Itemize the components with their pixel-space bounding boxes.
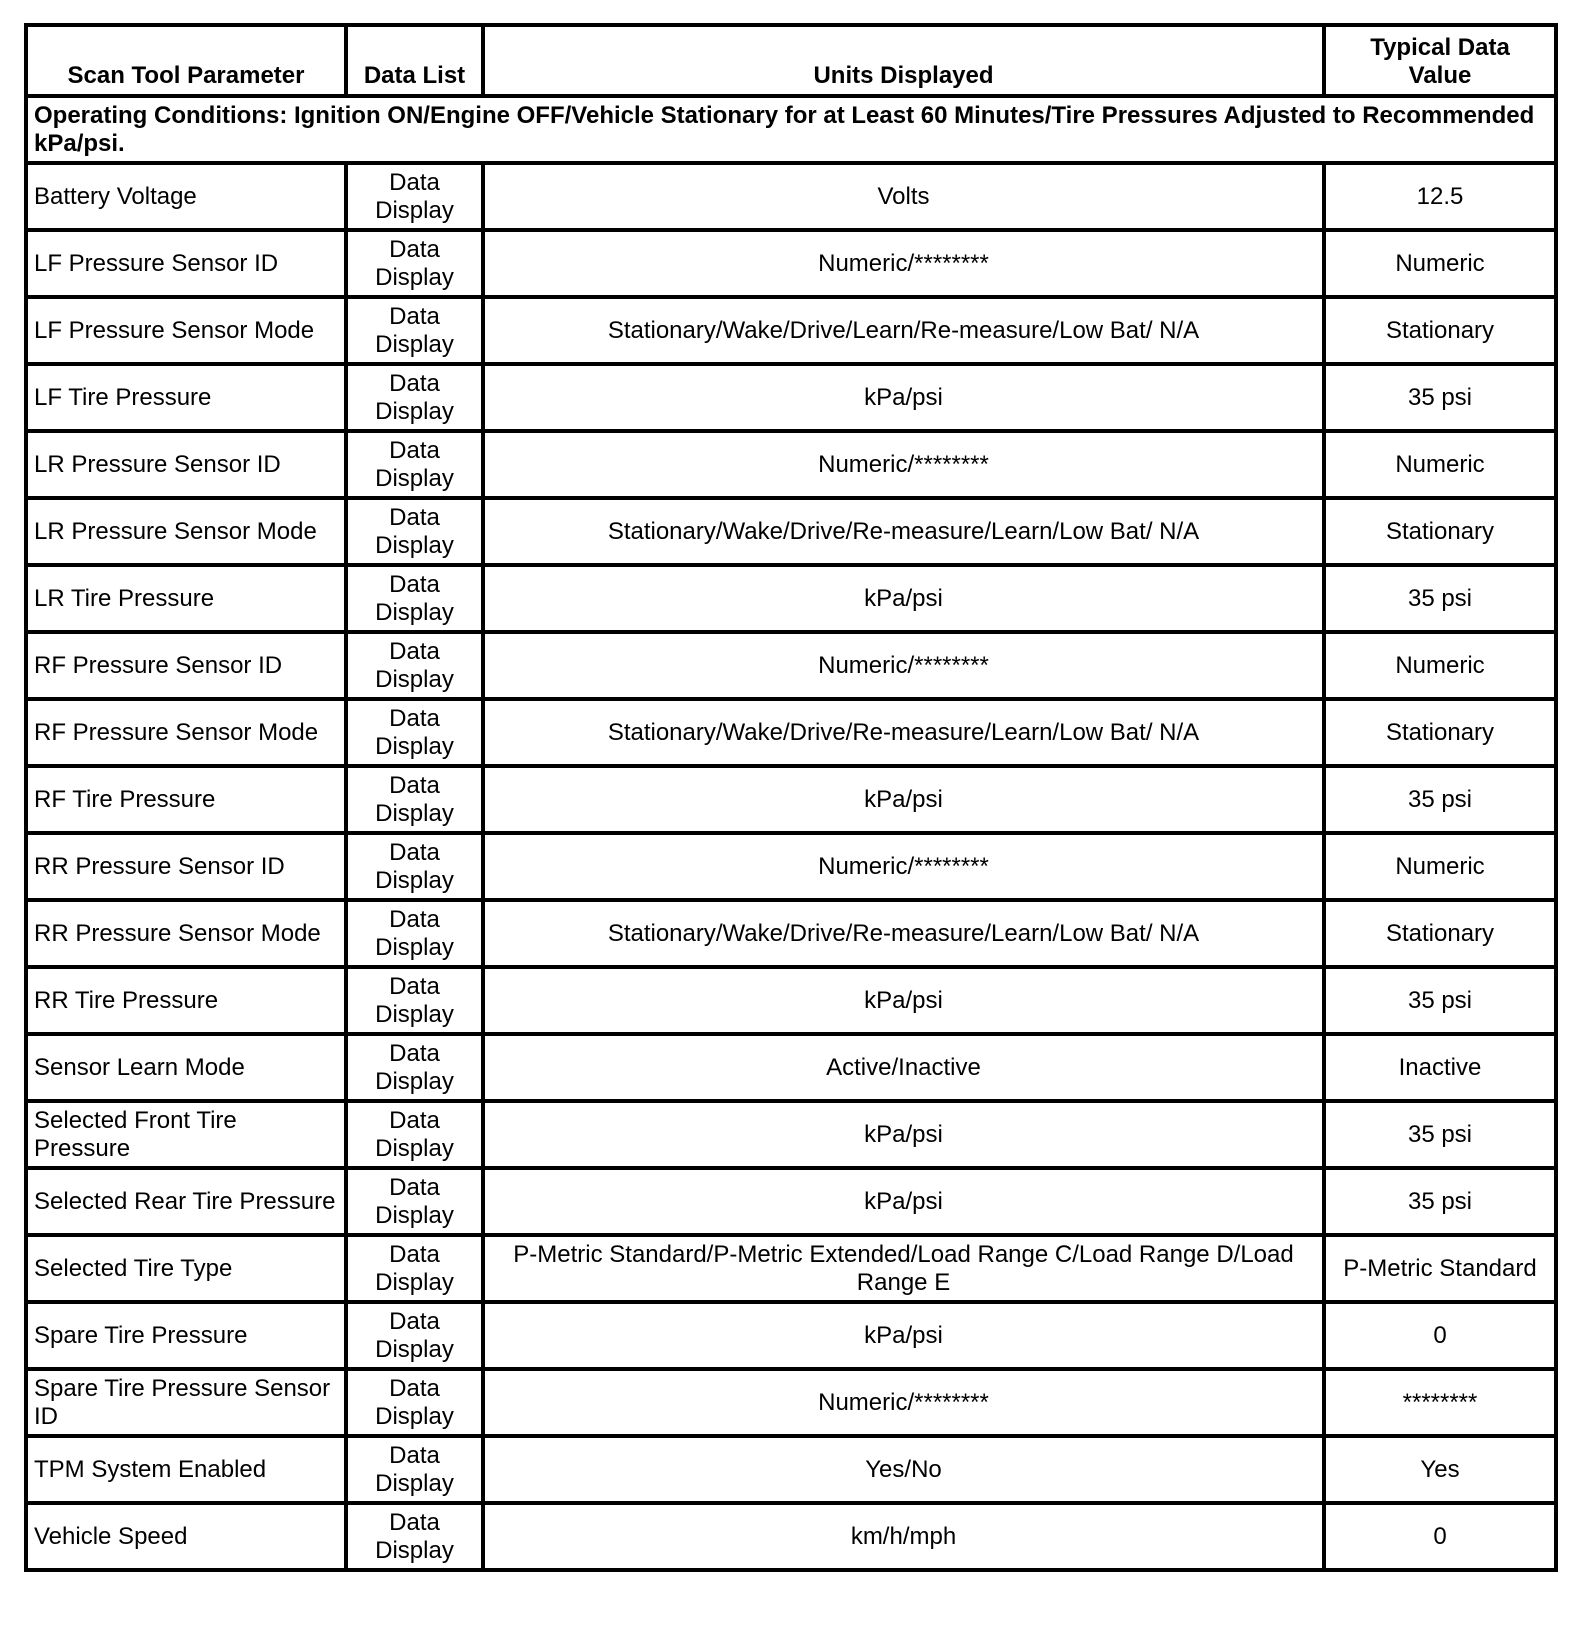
data-list-line2: Display [375,1067,454,1095]
table-row [26,1302,1556,1369]
data-list-cell [346,1503,483,1570]
data-list-cell [346,766,483,833]
data-list-cell [346,699,483,766]
parameter-cell: RR Pressure Sensor ID [26,833,346,900]
units-cell: kPa/psi [483,967,1324,1034]
units-cell: Numeric/******** [483,431,1324,498]
data-list-line1: Data [389,972,440,1000]
table-row [26,431,1556,498]
data-list-cell [346,364,483,431]
data-list-cell [346,632,483,699]
parameter-cell: RR Tire Pressure [26,967,346,1034]
units-cell: Numeric/******** [483,230,1324,297]
data-list-line2: Display [375,1335,454,1363]
parameter-cell: Sensor Learn Mode [26,1034,346,1101]
table-row [26,833,1556,900]
data-list-line2: Display [375,531,454,559]
typical-value-cell: 35 psi [1324,967,1556,1034]
table-row [26,364,1556,431]
typical-value-cell: Inactive [1324,1034,1556,1101]
typical-value-cell: 35 psi [1324,1168,1556,1235]
typical-value-cell: Yes [1324,1436,1556,1503]
data-list-line2: Display [375,598,454,626]
parameter-cell: LF Pressure Sensor ID [26,230,346,297]
typical-value-cell: Stationary [1324,900,1556,967]
scan-tool-data-table [24,23,1558,1572]
data-list-line1: Data [389,570,440,598]
data-list-cell [346,967,483,1034]
data-list-line1: Data [389,1374,440,1402]
typical-value-cell: Numeric [1324,230,1556,297]
table-row [26,565,1556,632]
data-list-line1: Data [389,1240,440,1268]
parameter-cell: RF Tire Pressure [26,766,346,833]
data-list-line2: Display [375,397,454,425]
units-cell: Stationary/Wake/Drive/Re-measure/Learn/Low Bat/ N/A [483,498,1324,565]
typical-value-cell: ******** [1324,1369,1556,1436]
parameter-cell: Selected Tire Type [26,1235,346,1302]
typical-value-cell: 12.5 [1324,163,1556,230]
typical-value-cell: Stationary [1324,297,1556,364]
typical-value-cell: 35 psi [1324,766,1556,833]
parameter-cell: Spare Tire Pressure [26,1302,346,1369]
parameter-cell: LF Pressure Sensor Mode [26,297,346,364]
header-typical-data-value-line2: Value [1408,62,1472,89]
table-row [26,967,1556,1034]
data-list-cell [346,1235,483,1302]
header-scan-tool-parameter: Scan Tool Parameter [26,25,346,96]
units-cell: kPa/psi [483,1302,1324,1369]
data-list-cell [346,431,483,498]
data-list-line2: Display [375,866,454,894]
table-row [26,498,1556,565]
units-cell: Yes/No [483,1436,1324,1503]
table-row [26,766,1556,833]
data-list-line1: Data [389,838,440,866]
parameter-cell: TPM System Enabled [26,1436,346,1503]
data-list-line1: Data [389,1441,440,1469]
table-row [26,230,1556,297]
data-list-line1: Data [389,369,440,397]
parameter-cell: LF Tire Pressure [26,364,346,431]
header-data-list: Data List [346,25,483,96]
data-list-line1: Data [389,905,440,933]
parameter-cell: RF Pressure Sensor ID [26,632,346,699]
data-list-line2: Display [375,665,454,693]
parameter-cell: RF Pressure Sensor Mode [26,699,346,766]
data-list-line1: Data [389,235,440,263]
table-row [26,163,1556,230]
data-list-cell [346,163,483,230]
parameter-cell: Vehicle Speed [26,1503,346,1570]
typical-value-cell: P-Metric Standard [1324,1235,1556,1302]
units-cell: Active/Inactive [483,1034,1324,1101]
table-row [26,632,1556,699]
parameter-cell: LR Tire Pressure [26,565,346,632]
operating-conditions: Operating Conditions: Ignition ON/Engine OFF/Vehicle Stationary for at Least 60 Minutes/Tire Pressures Adjusted to Recommended kPa/psi. [26,96,1556,163]
parameter-cell: Spare Tire Pressure Sensor ID [26,1369,346,1436]
units-cell: kPa/psi [483,364,1324,431]
typical-value-cell: Numeric [1324,833,1556,900]
data-list-cell [346,230,483,297]
units-cell: Numeric/******** [483,632,1324,699]
data-list-line2: Display [375,1536,454,1564]
data-list-line1: Data [389,436,440,464]
table-row [26,699,1556,766]
parameter-cell: Battery Voltage [26,163,346,230]
data-list-line1: Data [389,1106,440,1134]
data-list-line1: Data [389,302,440,330]
data-list-line2: Display [375,1000,454,1028]
units-cell: Numeric/******** [483,833,1324,900]
data-list-cell [346,565,483,632]
table-header-row [26,25,1556,96]
header-typical-data-value-line1: Typical Data [1370,34,1510,61]
units-cell: kPa/psi [483,1168,1324,1235]
table-row [26,1101,1556,1168]
data-list-line1: Data [389,771,440,799]
units-cell: Stationary/Wake/Drive/Learn/Re-measure/Low Bat/ N/A [483,297,1324,364]
units-cell: Volts [483,163,1324,230]
data-list-line2: Display [375,330,454,358]
data-list-cell [346,1101,483,1168]
table-row [26,1503,1556,1570]
units-cell: kPa/psi [483,565,1324,632]
typical-value-cell: Stationary [1324,699,1556,766]
parameter-cell: Selected Front Tire Pressure [26,1101,346,1168]
data-list-cell [346,1369,483,1436]
data-list-line2: Display [375,263,454,291]
typical-value-cell: Stationary [1324,498,1556,565]
table-row [26,297,1556,364]
parameter-cell: LR Pressure Sensor ID [26,431,346,498]
data-list-cell [346,1034,483,1101]
data-list-line1: Data [389,168,440,196]
data-list-line1: Data [389,503,440,531]
table-row [26,1168,1556,1235]
data-list-line2: Display [375,933,454,961]
units-cell: Stationary/Wake/Drive/Re-measure/Learn/Low Bat/ N/A [483,699,1324,766]
data-list-line2: Display [375,196,454,224]
data-list-line1: Data [389,1039,440,1067]
data-list-line2: Display [375,1134,454,1162]
data-list-cell [346,900,483,967]
typical-value-cell: 35 psi [1324,1101,1556,1168]
data-list-cell [346,297,483,364]
table-row [26,900,1556,967]
header-typical-data-value [1324,25,1556,96]
parameter-cell: LR Pressure Sensor Mode [26,498,346,565]
table-row [26,1369,1556,1436]
data-list-cell [346,1302,483,1369]
table-row [26,1436,1556,1503]
header-units-displayed: Units Displayed [483,25,1324,96]
data-list-line2: Display [375,464,454,492]
data-list-line1: Data [389,1173,440,1201]
data-list-line2: Display [375,1268,454,1296]
parameter-cell: Selected Rear Tire Pressure [26,1168,346,1235]
data-list-cell [346,833,483,900]
data-list-line2: Display [375,732,454,760]
table-row [26,1235,1556,1302]
operating-conditions-row [26,96,1556,163]
units-cell: P-Metric Standard/P-Metric Extended/Load Range C/Load Range D/Load Range E [483,1235,1324,1302]
data-list-line1: Data [389,704,440,732]
data-list-line1: Data [389,1508,440,1536]
data-list-line2: Display [375,1469,454,1497]
data-list-cell [346,1436,483,1503]
units-cell: Stationary/Wake/Drive/Re-measure/Learn/Low Bat/ N/A [483,900,1324,967]
data-list-cell [346,498,483,565]
typical-value-cell: 0 [1324,1302,1556,1369]
table-body [26,96,1556,1570]
units-cell: Numeric/******** [483,1369,1324,1436]
table-row [26,1034,1556,1101]
data-list-line2: Display [375,1402,454,1430]
units-cell: kPa/psi [483,766,1324,833]
typical-value-cell: Numeric [1324,431,1556,498]
data-list-line2: Display [375,1201,454,1229]
data-list-line1: Data [389,637,440,665]
data-list-cell [346,1168,483,1235]
units-cell: km/h/mph [483,1503,1324,1570]
typical-value-cell: 35 psi [1324,565,1556,632]
typical-value-cell: 35 psi [1324,364,1556,431]
typical-value-cell: 0 [1324,1503,1556,1570]
units-cell: kPa/psi [483,1101,1324,1168]
typical-value-cell: Numeric [1324,632,1556,699]
data-list-line2: Display [375,799,454,827]
data-list-line1: Data [389,1307,440,1335]
parameter-cell: RR Pressure Sensor Mode [26,900,346,967]
